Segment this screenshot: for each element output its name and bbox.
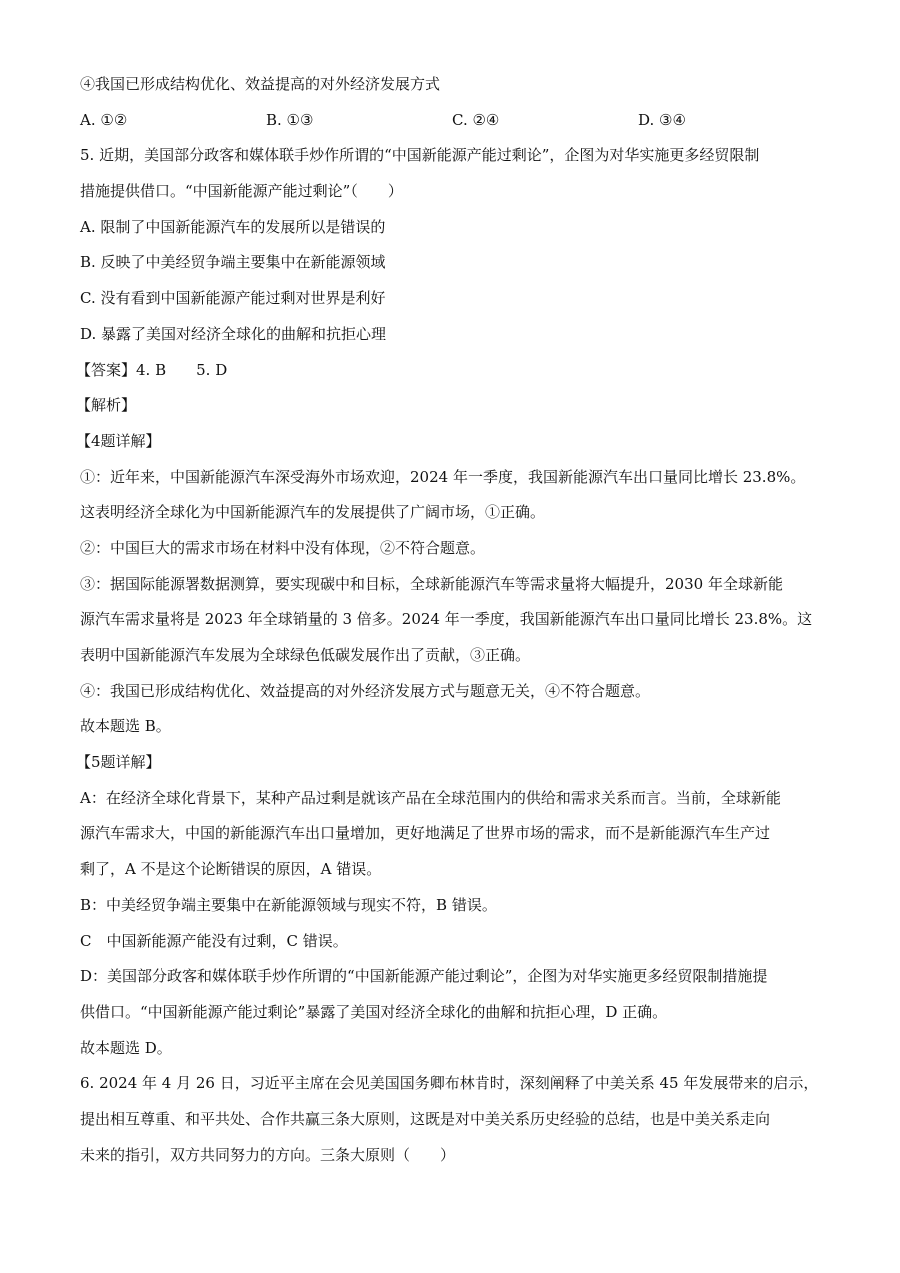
q5-option-a: A. 限制了中国新能源汽车的发展所以是错误的 [80, 217, 386, 236]
q4-detail-3-line-1: ③：据国际能源署数据测算，要实现碳中和目标，全球新能源汽车等需求量将大幅提升，2030 年全球新能 [80, 574, 783, 593]
q5-detail-a-line-3: 剩了，A 不是这个论断错误的原因，A 错误。 [80, 860, 382, 879]
answer-label: 【答案】4. B [76, 360, 167, 379]
analysis-label: 【解析】 [76, 396, 137, 415]
q5-detail-a-line-1: A：在经济全球化背景下，某种产品过剩是就该产品在全球范围内的供给和需求关系而言。当前，全球新能 [80, 788, 781, 807]
q5-detail-d-line-2: 供借口。“中国新能源产能过剩论”暴露了美国对经济全球化的曲解和抗拒心理，D 正确。 [80, 1002, 668, 1021]
answer-line [76, 360, 830, 380]
q4-option-b: B. ①③ [266, 110, 314, 129]
q5-detail-c: C 中国新能源产能没有过剩，C 错误。 [80, 931, 348, 950]
q5-option-c: C. 没有看到中国新能源产能过剩对世界是利好 [80, 289, 386, 308]
q4-option-a: A. ①② [80, 110, 128, 129]
q6-stem-line-3: 未来的指引，双方共同努力的方向。三条大原则（ ） [80, 1145, 456, 1164]
q5-stem-line-2: 措施提供借口。“中国新能源产能过剩论”（ ） [80, 182, 403, 201]
q4-conclusion: 故本题选 B。 [80, 717, 171, 736]
q4-detail-1-line-2: 这表明经济全球化为中国新能源汽车的发展提供了广阔市场，①正确。 [80, 503, 546, 522]
q5-option-d: D. 暴露了美国对经济全球化的曲解和抗拒心理 [80, 324, 387, 343]
q4-option-c: C. ②④ [452, 110, 500, 129]
q4-detail-3-line-3: 表明中国新能源汽车发展为全球绿色低碳发展作出了贡献，③正确。 [80, 646, 531, 664]
q5-detail-title: 【5题详解】 [76, 753, 161, 772]
q5-conclusion: 故本题选 D。 [80, 1038, 172, 1057]
q4-detail-title: 【4题详解】 [76, 431, 161, 450]
q4-detail-4: ④：我国已形成结构优化、效益提高的对外经济发展方式与题意无关，④不符合题意。 [80, 681, 651, 700]
q5-detail-a-line-2: 源汽车需求大，中国的新能源汽车出口量增加，更好地满足了世界市场的需求，而不是新能源汽车生产过 [80, 824, 771, 843]
q5-detail-b: B：中美经贸争端主要集中在新能源领域与现实不符，B 错误。 [80, 895, 497, 914]
q4-answer-options [80, 110, 830, 130]
q4-option-item-4: ④我国已形成结构优化、效益提高的对外经济发展方式 [80, 75, 441, 93]
q5-stem-line-1: 5. 近期，美国部分政客和媒体联手炒作所谓的“中国新能源产能过剩论”，企图为对华实施更多经贸限制 [80, 146, 760, 165]
q4-detail-2: ②：中国巨大的需求市场在材料中没有体现，②不符合题意。 [80, 538, 486, 557]
q4-detail-3-line-2: 源汽车需求量将是 2023 年全球销量的 3 倍多。2024 年一季度，我国新能源汽车出口量同比增长 23.8%。这 [80, 610, 813, 629]
q5-detail-d-line-1: D：美国部分政客和媒体联手炒作所谓的“中国新能源产能过剩论”，企图为对华实施更多经贸限制措施提 [80, 967, 768, 986]
document-page [76, 74, 830, 1180]
q4-option-d: D. ③④ [638, 110, 686, 129]
answer-5: 5. D [196, 360, 228, 379]
q6-stem-line-2: 提出相互尊重、和平共处、合作共赢三条大原则，这既是对中美关系历史经验的总结，也是中美关系走向 [80, 1109, 771, 1128]
q6-stem-line-1: 6. 2024 年 4 月 26 日，习近平主席在会见美国国务卿布林肯时，深刻阐释了中美关系 45 年发展带来的启示， [80, 1074, 819, 1093]
q5-option-b: B. 反映了中美经贸争端主要集中在新能源领域 [80, 253, 386, 272]
q4-detail-1-line-1: ①：近年来，中国新能源汽车深受海外市场欢迎，2024 年一季度，我国新能源汽车出口量同比增长 23.8%。 [80, 467, 806, 486]
